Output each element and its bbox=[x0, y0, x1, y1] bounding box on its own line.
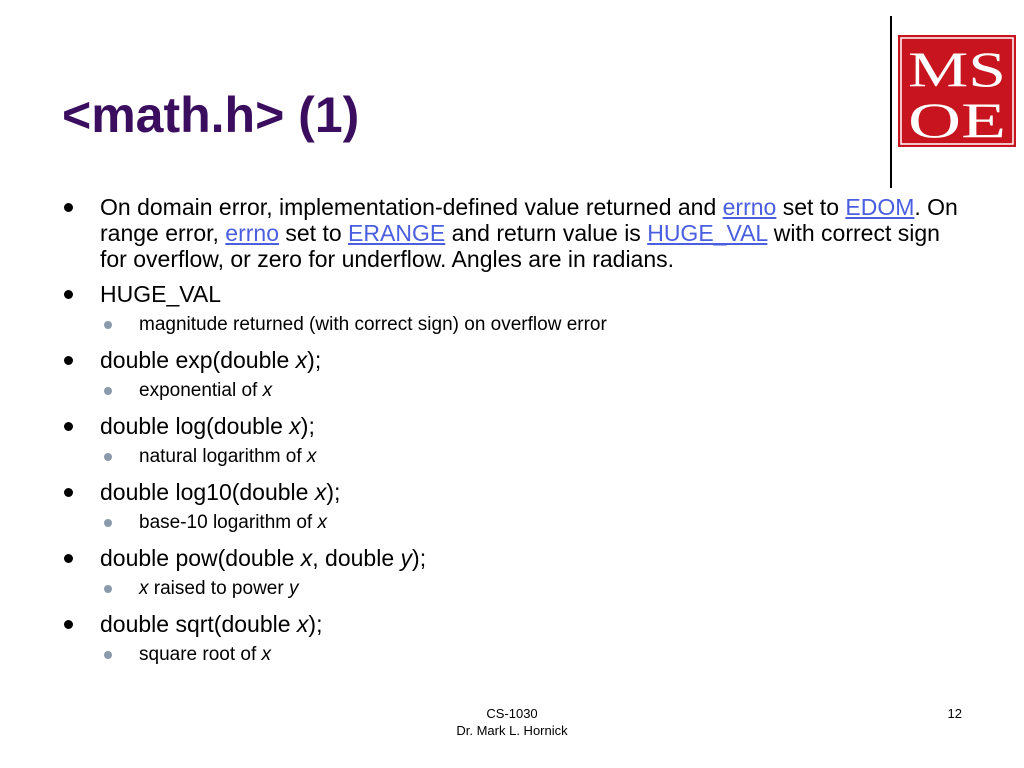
footer-course: CS-1030 bbox=[486, 706, 538, 721]
text-segment: exponential of bbox=[139, 380, 263, 401]
bullet-dot-icon bbox=[64, 356, 73, 365]
text-segment: magnitude returned (with correct sign) on overflow error bbox=[139, 314, 607, 335]
text-segment: square root of bbox=[139, 644, 262, 665]
text-segment: with correct sign for overflow, or zero for underflow. Angles are in radians. bbox=[100, 220, 940, 272]
sub-bullet-dot-icon bbox=[104, 585, 112, 593]
text-segment: ); bbox=[300, 413, 315, 439]
bullet-dot-icon bbox=[64, 620, 73, 629]
italic-text: x bbox=[295, 347, 308, 373]
msoe-logo bbox=[898, 35, 1016, 147]
sub-bullet-item bbox=[62, 578, 972, 600]
sub-bullet-dot-icon bbox=[104, 321, 112, 329]
sub-bullet-dot-icon bbox=[104, 387, 112, 395]
italic-text: x bbox=[139, 578, 149, 599]
sub-bullet-dot-icon bbox=[104, 519, 112, 527]
sub-bullet-dot-icon bbox=[104, 453, 112, 461]
italic-text: x bbox=[317, 512, 327, 533]
sub-bullet-item bbox=[62, 512, 972, 534]
text-segment: On domain error, implementation-defined value returned and bbox=[100, 194, 723, 220]
text-segment: ); bbox=[308, 611, 323, 637]
footer-author: Dr. Mark L. Hornick bbox=[456, 723, 568, 738]
logo-text-bottom: OE bbox=[908, 92, 1006, 147]
sub-bullet-item bbox=[62, 644, 972, 666]
bullet-item bbox=[62, 545, 972, 571]
bullet-dot-icon bbox=[64, 290, 73, 299]
bullet-item bbox=[62, 479, 972, 505]
text-segment: double exp(double bbox=[100, 347, 296, 373]
inline-link[interactable]: HUGE_VAL bbox=[647, 220, 768, 246]
text-segment: and return value is bbox=[445, 220, 648, 246]
footer-center bbox=[412, 705, 612, 739]
text-segment: , double bbox=[312, 545, 401, 571]
italic-text: x bbox=[300, 545, 313, 571]
text-segment: . On range error, bbox=[100, 194, 958, 246]
bullet-item bbox=[62, 194, 972, 272]
bullet-dot-icon bbox=[64, 422, 73, 431]
italic-text: x bbox=[262, 380, 273, 401]
italic-text: y bbox=[400, 545, 413, 571]
inline-link[interactable]: errno bbox=[722, 194, 777, 220]
sub-bullet-dot-icon bbox=[104, 651, 112, 659]
text-segment: ); bbox=[326, 479, 341, 505]
bullet-item bbox=[62, 347, 972, 373]
text-segment: set to bbox=[279, 220, 349, 246]
inline-link[interactable]: ERANGE bbox=[348, 220, 446, 246]
header-divider bbox=[890, 16, 892, 188]
sub-bullet-item bbox=[62, 314, 972, 336]
inline-link[interactable]: errno bbox=[225, 220, 279, 246]
italic-text: x bbox=[289, 413, 301, 439]
bullet-list bbox=[62, 194, 972, 677]
bullet-dot-icon bbox=[64, 488, 73, 497]
sub-bullet-item bbox=[62, 446, 972, 468]
italic-text: y bbox=[288, 578, 299, 599]
text-segment: natural logarithm of bbox=[139, 446, 307, 467]
bullet-dot-icon bbox=[64, 203, 73, 212]
msoe-logo-mark bbox=[898, 35, 1016, 147]
bullet-item bbox=[62, 611, 972, 637]
text-segment: ); bbox=[412, 545, 427, 571]
italic-text: x bbox=[314, 479, 327, 505]
text-segment: set to bbox=[776, 194, 846, 220]
bullet-dot-icon bbox=[64, 554, 73, 563]
sub-bullet-item bbox=[62, 380, 972, 402]
italic-text: x bbox=[296, 611, 309, 637]
text-segment: double sqrt(double bbox=[100, 611, 297, 637]
text-segment: HUGE_VAL bbox=[100, 281, 222, 307]
page-number: 12 bbox=[947, 706, 962, 721]
italic-text: x bbox=[261, 644, 272, 665]
bullet-item bbox=[62, 281, 972, 307]
italic-text: x bbox=[306, 446, 317, 467]
text-segment: double log10(double bbox=[100, 479, 315, 505]
inline-link[interactable]: EDOM bbox=[845, 194, 915, 220]
logo-text-top: MS bbox=[908, 41, 1006, 97]
text-segment: ); bbox=[307, 347, 322, 373]
bullet-item bbox=[62, 413, 972, 439]
text-segment: base-10 logarithm of bbox=[139, 512, 318, 533]
slide-title: <math.h> (1) bbox=[62, 87, 360, 143]
text-segment: double log(double bbox=[100, 413, 290, 439]
text-segment: raised to power bbox=[148, 578, 289, 599]
text-segment: double pow(double bbox=[100, 545, 301, 571]
